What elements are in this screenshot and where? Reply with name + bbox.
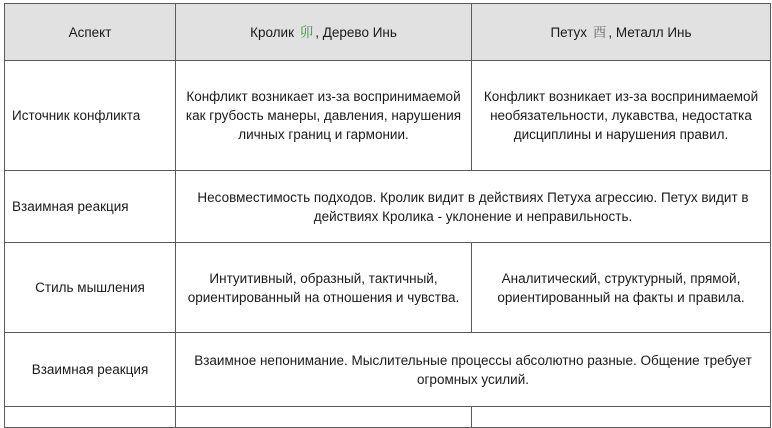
empty-cell <box>472 407 771 428</box>
table-row <box>5 333 771 407</box>
rooster-zodiac-glyph: 酉 <box>592 24 607 40</box>
row-merged-cell: Взаимное непонимание. Мыслительные процессы абсолютно разные. Общение требует огромных усилий. <box>176 333 771 407</box>
header-row <box>5 4 771 61</box>
row-aspect: Стиль мышления <box>5 243 176 333</box>
row-aspect: Источник конфликта <box>5 61 176 171</box>
row-rabbit-cell: Интуитивный, образный, тактичный, ориентированный на отношения и чувства. <box>176 243 472 333</box>
row-rooster-cell: Конфликт возникает из-за воспринимаемой необязательности, лукавства, недостатка дисциплины и нарушения правил. <box>472 61 771 171</box>
header-rabbit <box>176 4 472 61</box>
header-aspect: Аспект <box>5 4 176 61</box>
table-row-partial <box>5 407 771 428</box>
table-row <box>5 61 771 171</box>
rabbit-label: Кролик <box>250 24 294 40</box>
empty-cell <box>5 407 176 428</box>
rabbit-zodiac-glyph: 卯 <box>299 24 314 40</box>
table-row <box>5 171 771 243</box>
rooster-label: Петух <box>550 24 588 40</box>
rabbit-element: , Дерево Инь <box>315 24 397 40</box>
row-aspect: Взаимная реакция <box>5 171 176 243</box>
table-header <box>5 4 771 61</box>
row-aspect: Взаимная реакция <box>5 333 176 407</box>
row-rabbit-cell: Конфликт возникает из-за воспринимаемой как грубость манеры, давления, нарушения личных границ и гармонии. <box>176 61 472 171</box>
row-rooster-cell: Аналитический, структурный, прямой, ориентированный на факты и правила. <box>472 243 771 333</box>
row-merged-cell: Несовместимость подходов. Кролик видит в действиях Петуха агрессию. Петух видит в действиях Кролика - уклонение и неправильность. <box>176 171 771 243</box>
comparison-table <box>4 3 771 428</box>
table-body <box>5 61 771 428</box>
header-rooster <box>472 4 771 61</box>
empty-cell <box>176 407 472 428</box>
rooster-element: , Металл Инь <box>608 24 692 40</box>
table-row <box>5 243 771 333</box>
